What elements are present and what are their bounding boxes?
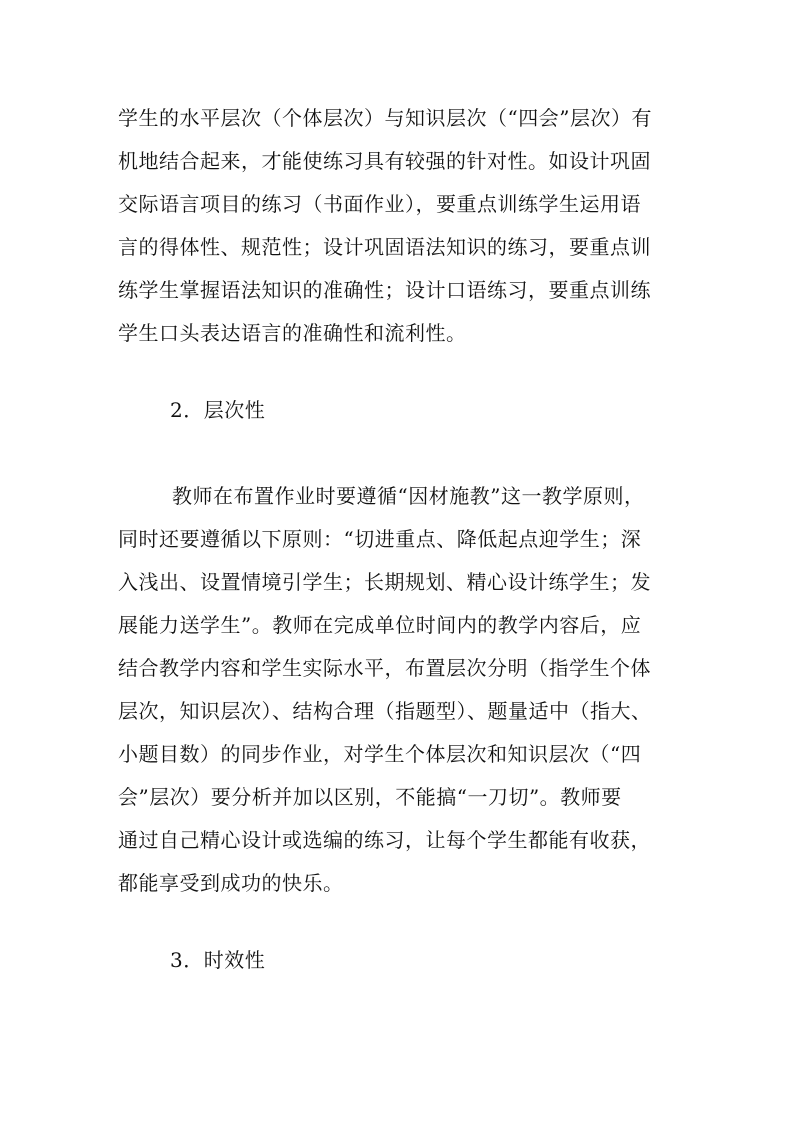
paragraph-line: 同时还要遵循以下原则：“切进重点、降低起点迎学生；深 (118, 527, 642, 551)
section-heading: 2．层次性 (170, 398, 266, 422)
paragraph-line: 练学生掌握语法知识的准确性；设计口语练习，要重点训练 (118, 278, 651, 302)
paragraph-line: 交际语言项目的练习（书面作业），要重点训练学生运用语 (118, 192, 641, 216)
section-heading: 3．时效性 (170, 948, 266, 972)
paragraph-line: 学生的水平层次（个体层次）与知识层次（“四会”层次）有 (118, 106, 652, 130)
paragraph-line: 结合教学内容和学生实际水平，布置层次分明（指学生个体 (118, 656, 651, 680)
paragraph-line: 通过自己精心设计或选编的练习，让每个学生都能有收获， (118, 828, 651, 852)
paragraph-line: 展能力送学生”。教师在完成单位时间内的教学内容后，应 (118, 613, 642, 637)
paragraph-line: 机地结合起来，才能使练习具有较强的针对性。如设计巩固 (118, 149, 651, 173)
paragraph-line: 入浅出、设置情境引学生；长期规划、精心设计练学生；发 (118, 570, 651, 594)
paragraph-line: 学生口头表达语言的准确性和流利性。 (118, 321, 467, 345)
paragraph-line: 层次，知识层次）、结构合理（指题型）、题量适中（指大、 (118, 699, 652, 723)
paragraph-line: 都能享受到成功的快乐。 (118, 871, 344, 895)
paragraph-line: 言的得体性、规范性；设计巩固语法知识的练习，要重点训 (118, 235, 651, 259)
paragraph-line: 教师在布置作业时要遵循“因材施教”这一教学原则， (172, 484, 645, 508)
paragraph-line: 会”层次）要分析并加以区别，不能搞“一刀切”。教师要 (118, 785, 622, 809)
paragraph-line: 小题目数）的同步作业，对学生个体层次和知识层次（“四 (118, 742, 642, 766)
